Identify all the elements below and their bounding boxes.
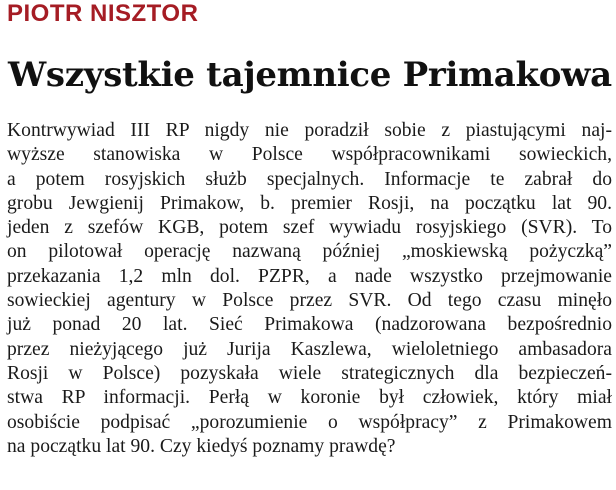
article-body (7, 119, 612, 459)
body-line: on pilotował operację nazwaną później „moskiewską pożyczką” (7, 241, 612, 263)
body-line: przekazania 1,2 mln dol. PZPR, a nade wszystko przejmowanie (7, 265, 612, 287)
body-line: a potem rosyjskich służb specjalnych. Informacje te zabrał do (7, 168, 612, 190)
body-line: wyższe stanowiska w Polsce współpracownikami sowieckich, (7, 144, 612, 166)
body-line: grobu Jewgienij Primakow, b. premier Rosji, na początku lat 90. (7, 192, 612, 214)
body-line: przez nieżyjącego już Jurija Kaszlewa, wieloletniego ambasadora (7, 338, 612, 360)
author-byline: PIOTR NISZTOR (7, 0, 199, 27)
body-line: jeden z szefów KGB, potem szef wywiadu rosyjskiego (SVR). To (7, 217, 612, 239)
body-line: sowieckiej agentury w Polsce przez SVR. Od tego czasu minęło (7, 290, 612, 312)
article-headline: Wszystkie tajemnice Primakowa (8, 55, 612, 95)
body-line: osobiście podpisać „porozumienie o współpracy” z Primakowem (7, 411, 612, 433)
body-line: stwa RP informacji. Perłą w koronie był człowiek, który miał (7, 387, 612, 409)
body-line: Rosji w Polsce) pozyskała wiele strategicznych dla bezpieczeń- (7, 362, 612, 384)
body-line: już ponad 20 lat. Sieć Primakowa (nadzorowana bezpośrednio (7, 314, 612, 336)
body-line: Kontrwywiad III RP nigdy nie poradził sobie z piastującymi naj- (7, 120, 612, 141)
body-line: na początku lat 90. Czy kiedyś poznamy prawdę? (7, 435, 396, 457)
